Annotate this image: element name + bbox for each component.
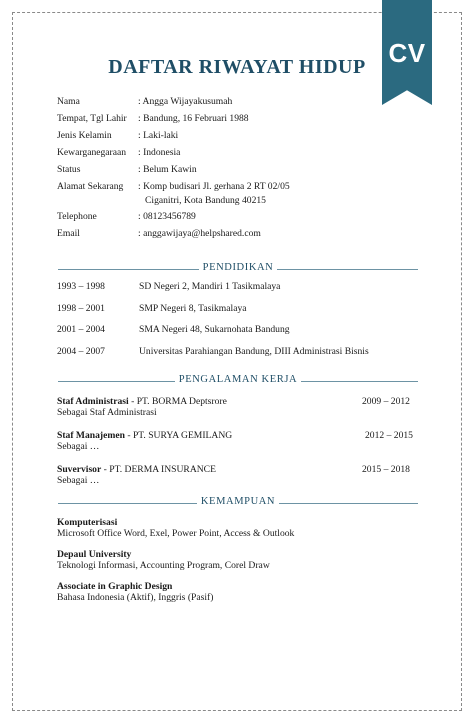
skill-item: [57, 549, 270, 571]
experience-company: - PT. DERMA INSURANCE: [101, 464, 216, 475]
skill-description: Bahasa Indonesia (Aktif), Inggris (Pasif): [57, 592, 214, 603]
section-heading-skills: [58, 496, 418, 510]
info-label: Kewarganegaraan: [57, 147, 127, 158]
info-label: Jenis Kelamin: [57, 130, 112, 141]
section-heading-education: [58, 262, 418, 276]
experience-company: - PT. SURYA GEMILANG: [124, 430, 233, 441]
section-title: PENDIDIKAN: [199, 262, 278, 273]
info-label: Alamat Sekarang: [57, 181, 124, 192]
skill-title: Associate in Graphic Design: [57, 581, 173, 592]
education-school: SMA Negeri 48, Sukarnohata Bandung: [139, 324, 290, 335]
education-school: SMP Negeri 8, Tasikmalaya: [139, 303, 247, 314]
section-title: PENGALAMAN KERJA: [175, 374, 301, 385]
education-year: 2004 – 2007: [57, 346, 105, 357]
info-value: : 08123456789: [138, 211, 196, 222]
experience-period: 2012 – 2015: [365, 430, 413, 441]
skill-item: [57, 581, 213, 603]
info-value: : Belum Kawin: [138, 164, 197, 175]
education-school: SD Negeri 2, Mandiri 1 Tasikmalaya: [139, 281, 281, 292]
experience-period: 2009 – 2012: [362, 396, 410, 407]
section-heading-experience: [58, 374, 418, 388]
experience-company: - PT. BORMA Deptsrore: [128, 396, 227, 407]
info-value: : Angga Wijayakusumah: [138, 96, 233, 107]
education-year: 1998 – 2001: [57, 303, 105, 314]
experience-description: Sebagai …: [57, 475, 100, 486]
experience-role: Suvervisor: [57, 464, 102, 475]
experience-description: Sebagai Staf Administrasi: [57, 407, 157, 418]
skill-description: Teknologi Informasi, Accounting Program, Corel Draw: [57, 560, 270, 571]
info-value: : Indonesia: [138, 147, 181, 158]
info-value: : Laki-laki: [138, 130, 179, 141]
info-value: : Bandung, 16 Februari 1988: [138, 113, 249, 124]
experience-description: Sebagai …: [57, 441, 100, 452]
info-label: Telephone: [57, 211, 97, 222]
info-value: : anggawijaya@helpshared.com: [138, 228, 261, 239]
info-label: Status: [57, 164, 81, 175]
experience-role: Staf Administrasi: [57, 396, 129, 407]
skill-title: Depaul University: [57, 549, 132, 560]
cv-badge-label: CV: [388, 38, 426, 68]
education-year: 1993 – 1998: [57, 281, 105, 292]
education-school: Universitas Parahiangan Bandung, DIII Administrasi Bisnis: [139, 346, 369, 357]
education-year: 2001 – 2004: [57, 324, 105, 335]
experience-item: [57, 464, 419, 486]
section-title: KEMAMPUAN: [197, 496, 279, 507]
skill-item: [57, 517, 294, 539]
info-label: Tempat, Tgl Lahir: [57, 113, 127, 124]
document-title: DAFTAR RIWAYAT HIDUP: [108, 56, 366, 78]
info-value: Ciganitri, Kota Bandung 40215: [145, 195, 266, 206]
info-label: Nama: [57, 96, 80, 107]
experience-role: Staf Manajemen: [57, 430, 125, 441]
skill-description: Microsoft Office Word, Exel, Power Point, Access & Outlook: [57, 528, 295, 539]
experience-item: [57, 396, 419, 418]
experience-item: [57, 430, 419, 452]
experience-period: 2015 – 2018: [362, 464, 410, 475]
info-label: Email: [57, 228, 80, 239]
skill-title: Komputerisasi: [57, 517, 118, 528]
info-value: : Komp budisari Jl. gerhana 2 RT 02/05: [138, 181, 290, 192]
